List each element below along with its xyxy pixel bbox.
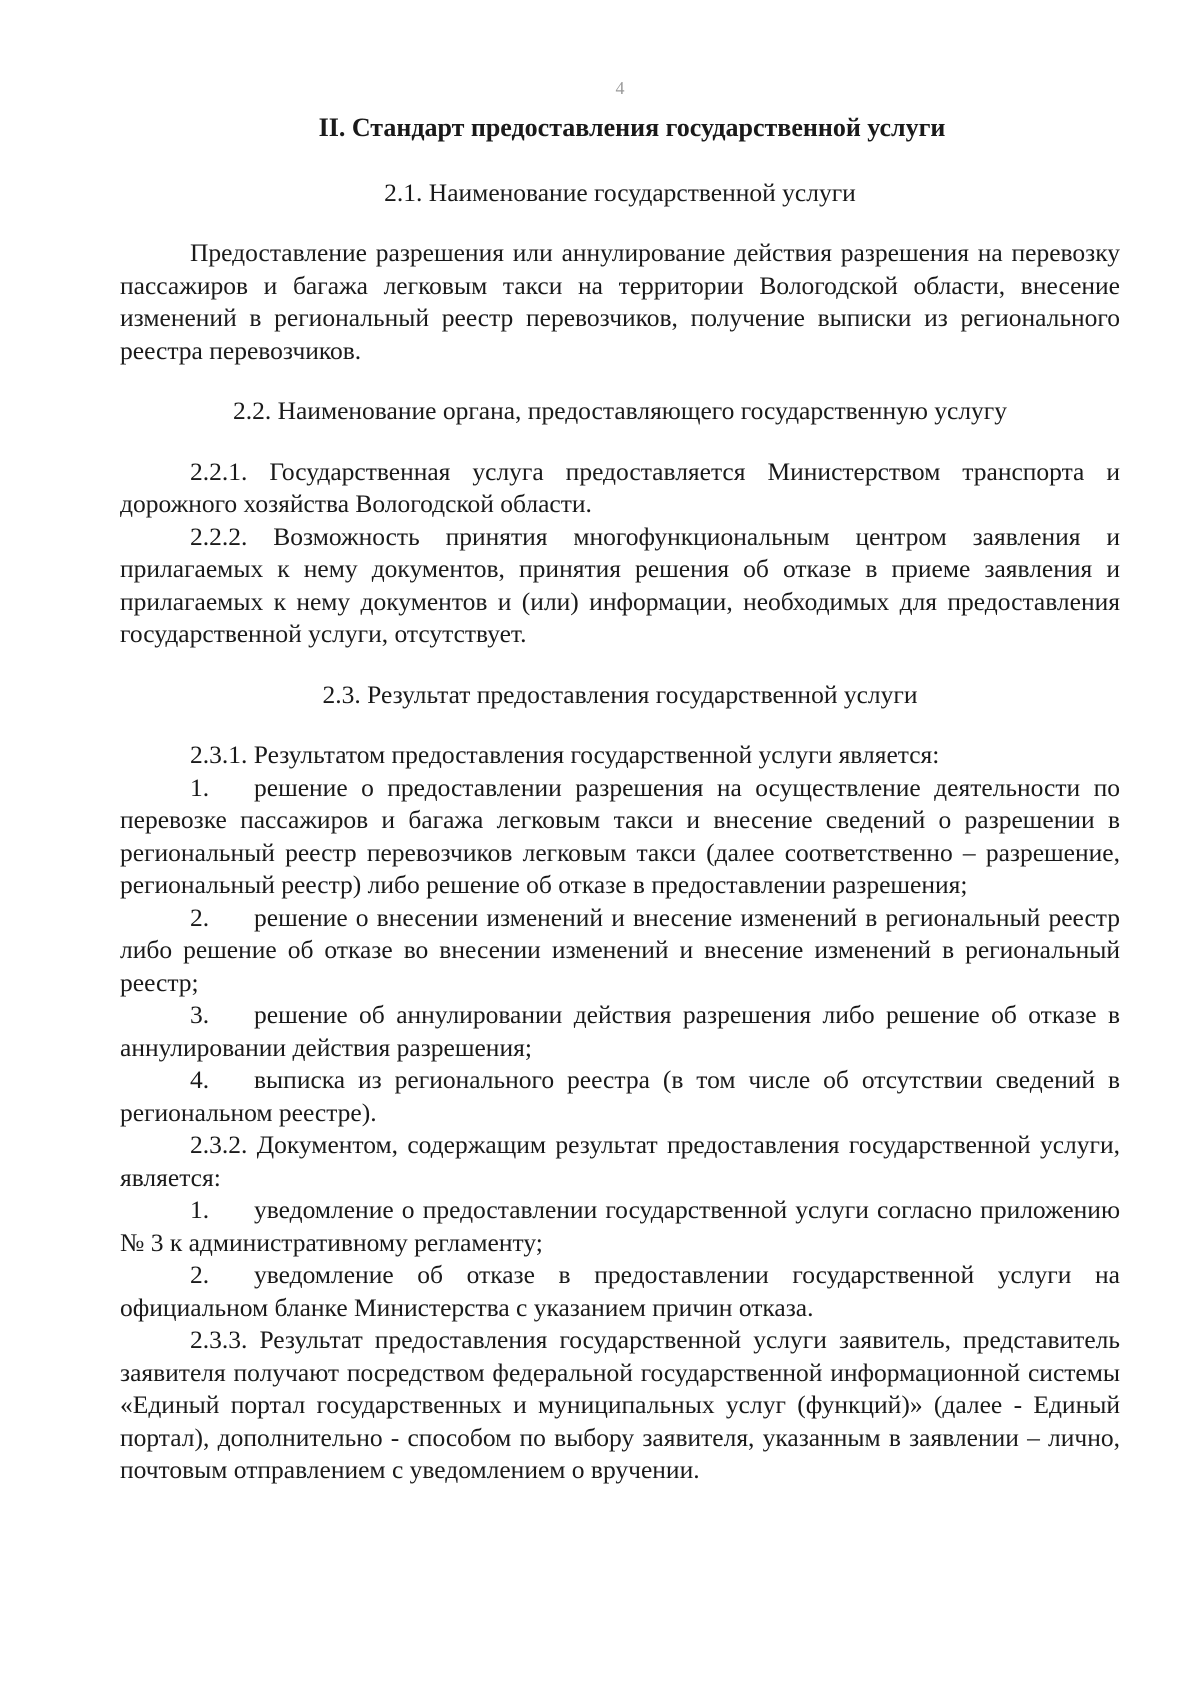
list-item (120, 999, 1120, 1064)
section-2-1-text: Предоставление разрешения или аннулирование действия разрешения на перевозку пассажиров и багажа легковым такси на территории Вологодской области, внесение изменений в региональный реестр перевозчиков, получение выписки из регионального реестра перевозчиков. (120, 238, 1120, 365)
section-2-3-heading: 2.3. Результат предоставления государственной услуги (322, 679, 918, 709)
list-item-number: 1. (190, 1195, 210, 1224)
list-item (120, 1259, 1120, 1324)
list-item-number: 1. (190, 772, 210, 802)
list-item-text: решение о внесении изменений и внесение изменений в региональный реестр либо решение об отказе во внесении изменений и внесение изменений в региональный реестр; (120, 902, 1120, 997)
list-item (120, 772, 1120, 902)
section-2-1-heading: 2.1. Наименование государственной услуги (384, 177, 856, 207)
document-body (120, 112, 1120, 1487)
paragraph-2-2-2: 2.2.2. Возможность принятия многофункциональным центром заявления и прилагаемых к нему документов, принятия решения об отказе в приеме заявления и прилагаемых к нему документов и (или) информации, необходимых для предоставления государственной услуги, отсутствует. (120, 521, 1120, 648)
list-item (120, 1194, 1120, 1259)
list-item-text: решение о предоставлении разрешения на осуществление деятельности по перевозке пассажиров и багажа легковым такси и внесение сведений о разрешении в региональный реестр перевозчиков легковым такси (далее соответственно – разрешение, региональный реестр) либо решение об отказе в предоставлении разрешения; (120, 772, 1120, 899)
list-item-number: 4. (190, 1065, 210, 1094)
list-item-text: выписка из регионального реестра (в том числе об отсутствии сведений в региональном реестре). (120, 1065, 1120, 1127)
list-item-text: решение об аннулировании действия разрешения либо решение об отказе в аннулировании действия разрешения; (120, 1000, 1120, 1062)
paragraph-2-3-2: 2.3.2. Документом, содержащим результат предоставления государственной услуги, является: (120, 1130, 1120, 1192)
list-item-number: 2. (190, 1260, 210, 1289)
list-item (120, 1064, 1120, 1129)
list-item-number: 2. (190, 902, 210, 932)
paragraph-2-2-1: 2.2.1. Государственная услуга предоставляется Министерством транспорта и дорожного хозяйства Вологодской области. (120, 456, 1120, 518)
section-2-2-heading: 2.2. Наименование органа, предоставляющего государственную услугу (232, 396, 1008, 425)
list-item (120, 902, 1120, 1000)
paragraph-2-3-3: 2.3.3. Результат предоставления государственной услуги заявитель, представитель заявителя получают посредством федеральной государственной информационной системы «Единый портал государственных и муниципальных услуг (функций)» (далее - Единый портал), дополнительно - способом по выбору заявителя, указанным в заявлении – лично, почтовым отправлением с уведомлением о вручении. (120, 1325, 1120, 1484)
page-number: 4 (615, 78, 625, 98)
list-item-number: 3. (190, 1000, 210, 1029)
list-item-text: уведомление об отказе в предоставлении государственной услуги на официальном бланке Министерства с указанием причин отказа. (120, 1260, 1120, 1322)
chapter-title: II. Стандарт предоставления государственной услуги (318, 113, 946, 142)
list-item-text: уведомление о предоставлении государственной услуги согласно приложению № 3 к административному регламенту; (120, 1195, 1120, 1257)
paragraph-2-3-1: 2.3.1. Результатом предоставления государственной услуги является: (190, 740, 940, 769)
